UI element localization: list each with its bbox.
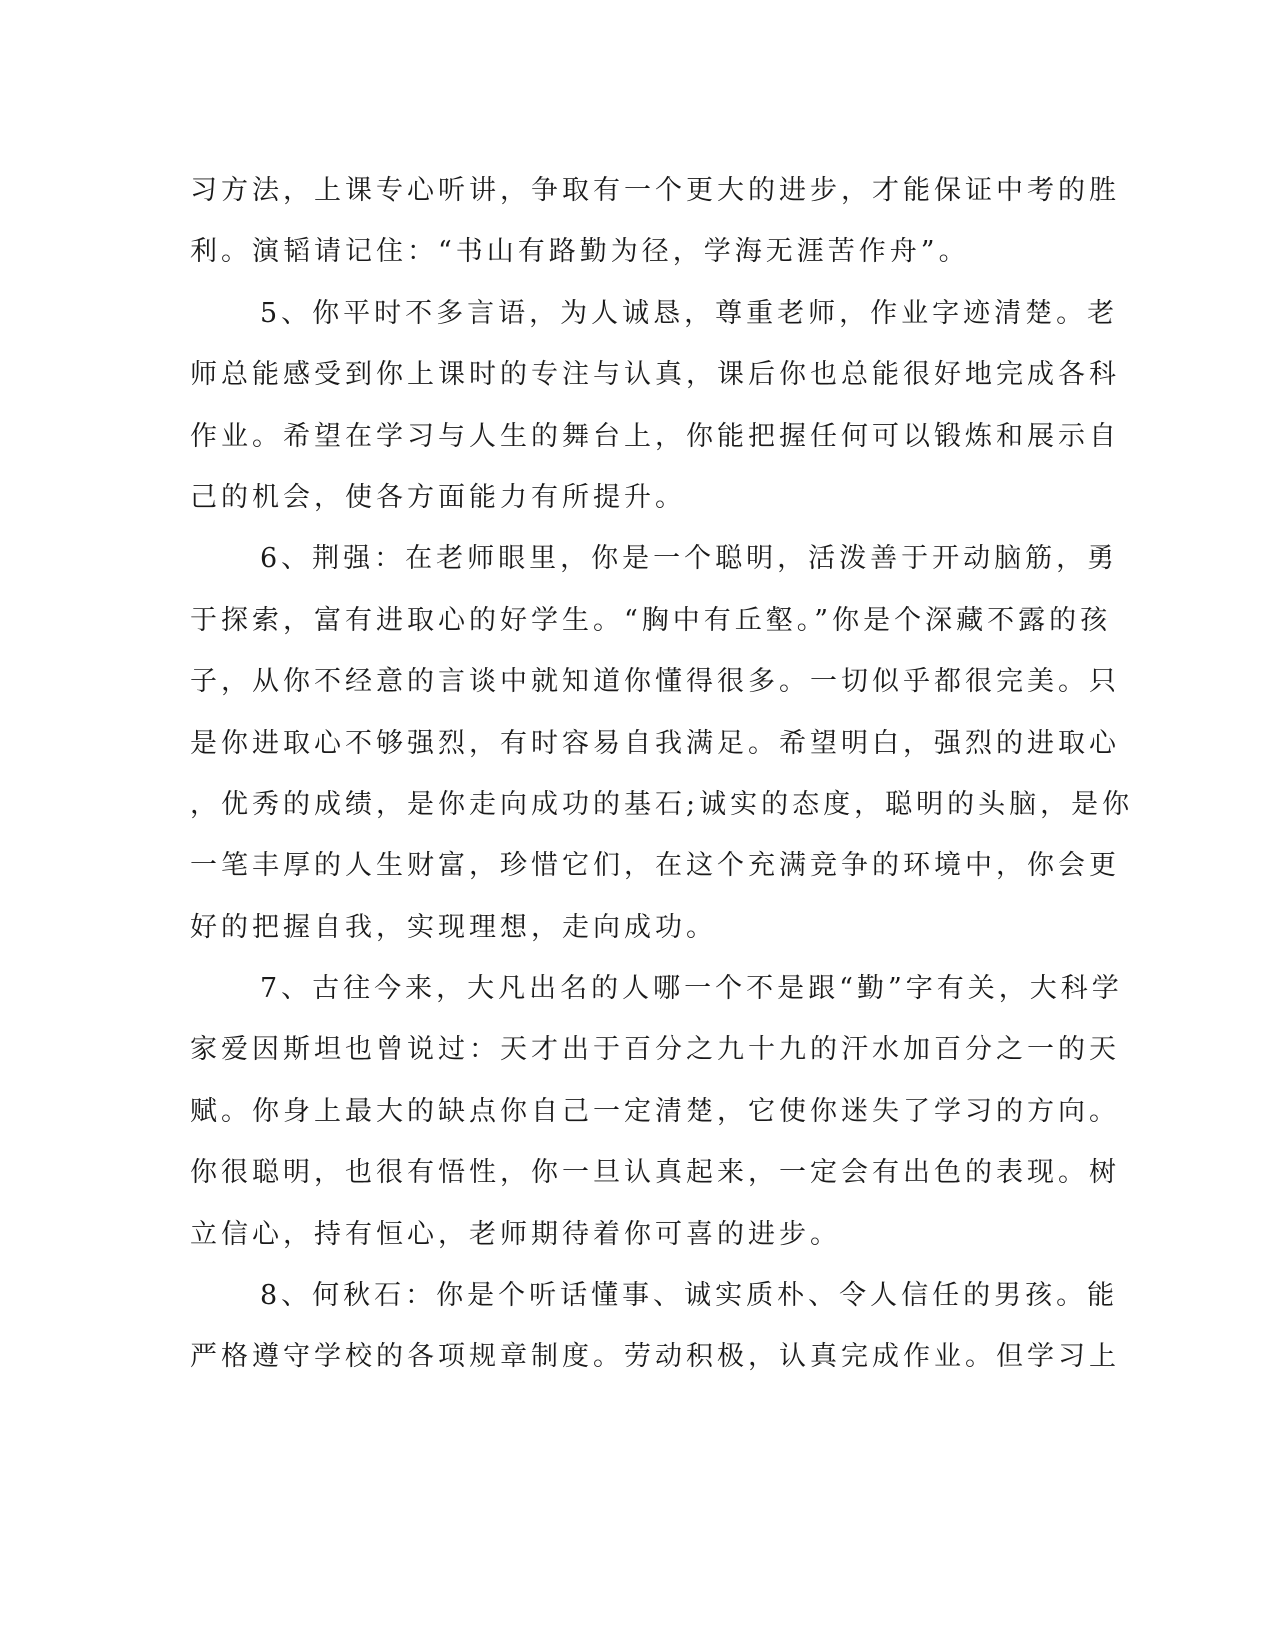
text-line: 家爱因斯坦也曾说过：天才出于百分之九十九的汗水加百分之一的天	[190, 1034, 1120, 1066]
text-line: 好的把握自我，实现理想，走向成功。	[190, 911, 717, 943]
text-line: ，优秀的成绩，是你走向成功的基石;诚实的态度，聪明的头脑，是你	[190, 788, 1134, 820]
text-line: 是你进取心不够强烈，有时容易自我满足。希望明白，强烈的进取心	[190, 727, 1120, 759]
text-line: 一笔丰厚的人生财富，珍惜它们，在这个充满竞争的环境中，你会更	[190, 850, 1120, 882]
text-line: 利。演韬请记住：“书山有路勤为径，学海无涯苦作舟”。	[190, 236, 970, 268]
text-line: 立信心，持有恒心，老师期待着你可喜的进步。	[190, 1218, 841, 1250]
text-line: 己的机会，使各方面能力有所提升。	[190, 481, 686, 513]
paragraph-start-5: 5、你平时不多言语，为人诚恳，尊重老师，作业字迹清楚。老	[260, 297, 1119, 329]
text-line: 子，从你不经意的言谈中就知道你懂得很多。一切似乎都很完美。只	[190, 666, 1120, 698]
text-line: 赋。你身上最大的缺点你自己一定清楚，它使你迷失了学习的方向。	[190, 1095, 1120, 1127]
text-line: 作业。希望在学习与人生的舞台上，你能把握任何可以锻炼和展示自	[190, 420, 1120, 452]
document-body	[190, 160, 1134, 1388]
text-line: 你很聪明，也很有悟性，你一旦认真起来，一定会有出色的表现。树	[190, 1157, 1120, 1189]
paragraph-start-6: 6、荆强：在老师眼里，你是一个聪明，活泼善于开动脑筋，勇	[260, 543, 1119, 575]
text-line: 严格遵守学校的各项规章制度。劳动积极，认真完成作业。但学习上	[190, 1341, 1120, 1373]
text-line: 于探索，富有进取心的好学生。“胸中有丘壑。”你是个深藏不露的孩	[190, 604, 1112, 636]
text-line: 师总能感受到你上课时的专注与认真，课后你也总能很好地完成各科	[190, 359, 1120, 391]
paragraph-start-7: 7、古往今来，大凡出名的人哪一个不是跟“勤”字有关，大科学	[260, 973, 1123, 1005]
text-line: 习方法，上课专心听讲，争取有一个更大的进步，才能保证中考的胜	[190, 175, 1120, 206]
paragraph-start-8: 8、何秋石：你是个听话懂事、诚实质朴、令人信任的男孩。能	[260, 1280, 1119, 1312]
